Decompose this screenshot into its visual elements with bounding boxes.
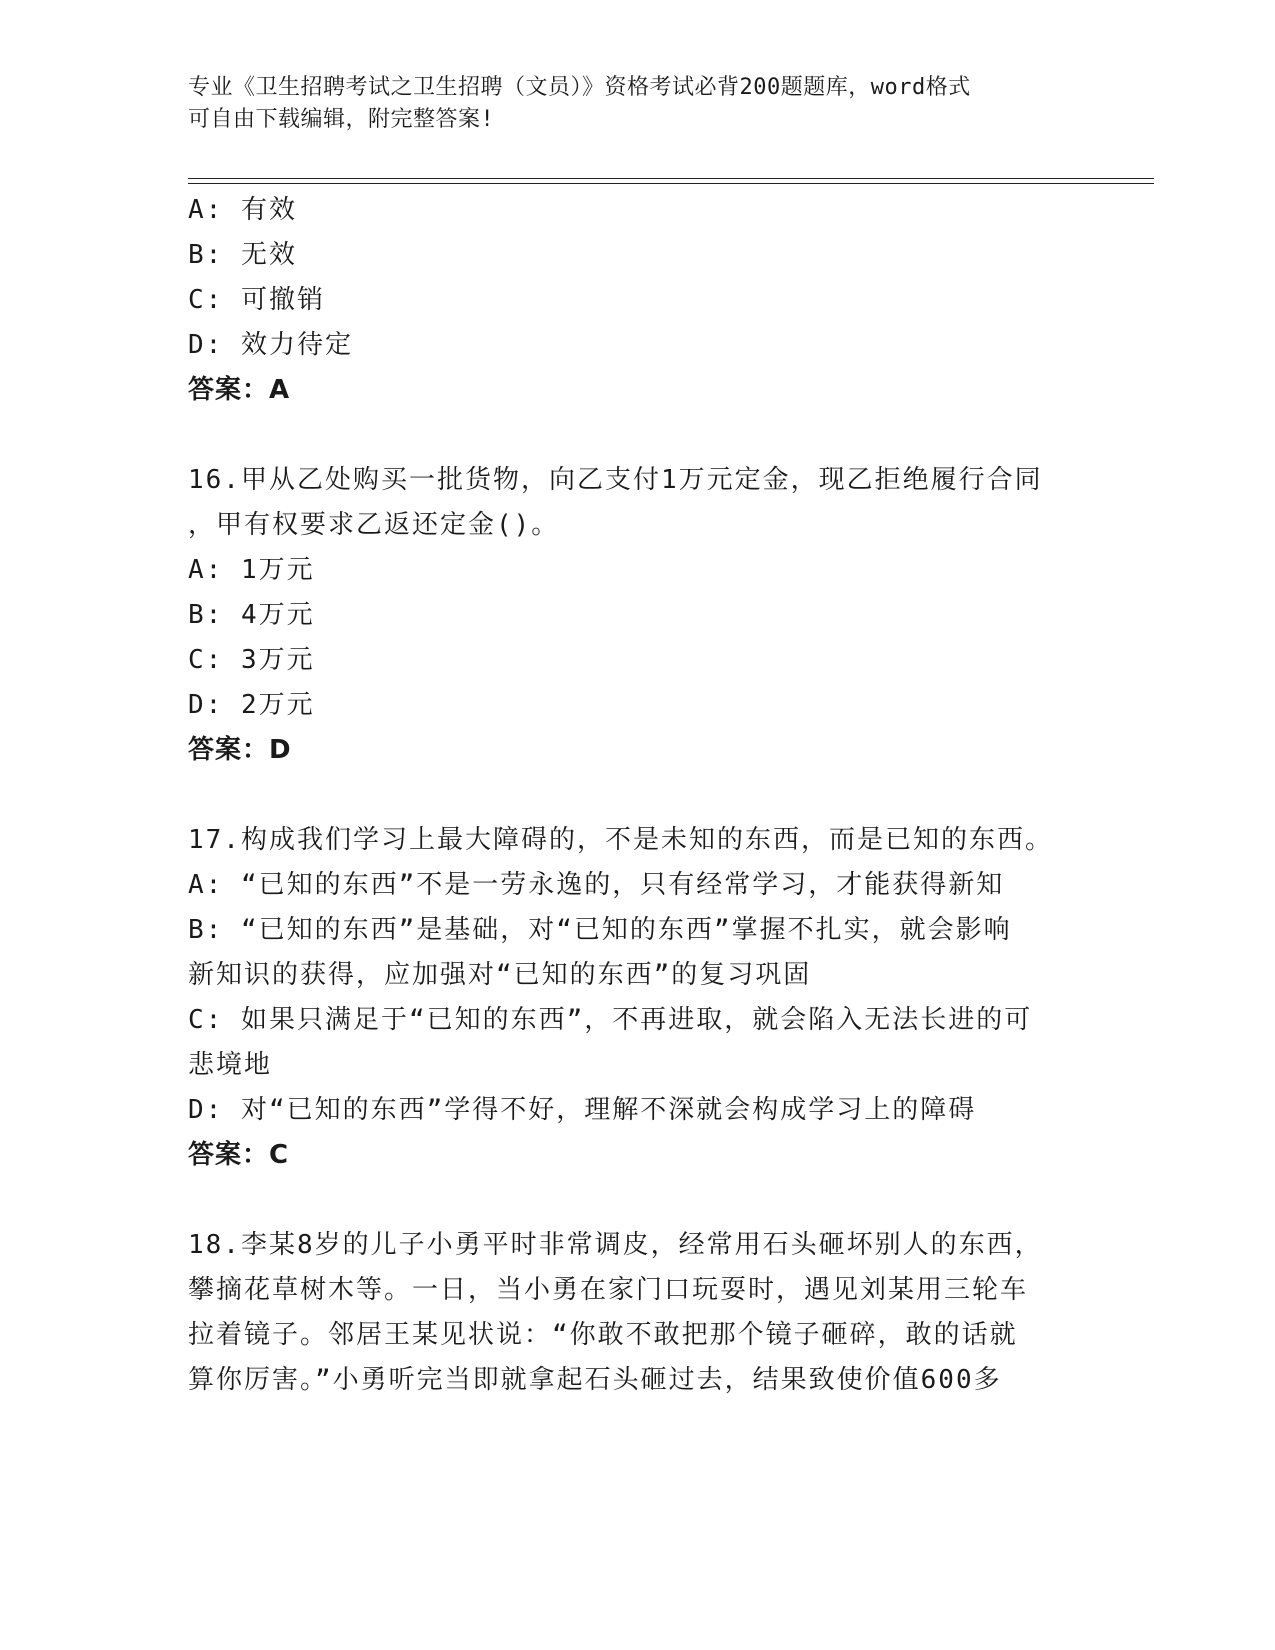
spacer [188, 1178, 1078, 1223]
option-c: C: 3万元 [188, 645, 315, 675]
question-16 [188, 458, 1078, 773]
option-a: A: 1万元 [188, 555, 315, 585]
answer-label: 答案：D [188, 735, 292, 765]
option-d: D: 效力待定 [188, 330, 353, 360]
question-15-continued [188, 188, 1078, 413]
question-18 [188, 1223, 1078, 1403]
answer-label: 答案：C [188, 1140, 290, 1170]
answer-label: 答案：A [188, 375, 291, 405]
question-stem: 17.构成我们学习上最大障碍的，不是未知的东西，而是已知的东西。 [188, 825, 1053, 855]
option-c-continued: 悲境地 [188, 1050, 273, 1080]
document-header [188, 72, 1068, 136]
option-c: C: 可撤销 [188, 285, 325, 315]
option-b-continued: 新知识的获得，应加强对“已知的东西”的复习巩固 [188, 960, 812, 990]
document-body [188, 188, 1078, 1403]
question-stem: 18.李某8岁的儿子小勇平时非常调皮，经常用石头砸坏别人的东西， [188, 1230, 1043, 1260]
option-b: B: 4万元 [188, 600, 315, 630]
option-b: B: 无效 [188, 240, 297, 270]
option-a: A: “已知的东西”不是一劳永逸的，只有经常学习，才能获得新知 [188, 870, 1005, 900]
option-a: A: 有效 [188, 195, 297, 225]
spacer [188, 413, 1078, 458]
question-stem: 16.甲从乙处购买一批货物，向乙支付1万元定金，现乙拒绝履行合同 [188, 465, 1043, 495]
header-divider-bottom [188, 183, 1154, 184]
header-divider-top [188, 178, 1154, 179]
question-stem-continued: 攀摘花草树木等。一日，当小勇在家门口玩耍时，遇见刘某用三轮车 [188, 1275, 1029, 1305]
question-stem-continued: ，甲有权要求乙返还定金()。 [188, 510, 560, 540]
option-c: C: 如果只满足于“已知的东西”，不再进取，就会陷入无法长进的可 [188, 1005, 1033, 1035]
spacer [188, 773, 1078, 818]
question-17 [188, 818, 1078, 1178]
question-stem-continued: 拉着镜子。邻居王某见状说：“你敢不敢把那个镜子砸碎，敢的话就 [188, 1320, 1018, 1350]
option-b: B: “已知的东西”是基础，对“已知的东西”掌握不扎实，就会影响 [188, 915, 1012, 945]
header-line-1: 专业《卫生招聘考试之卫生招聘（文员）》资格考试必背200题题库，word格式 [188, 75, 971, 100]
question-stem-continued: 算你厉害。”小勇听完当即就拿起石头砸过去，结果致使价值600多 [188, 1365, 1002, 1395]
header-line-2: 可自由下载编辑，附完整答案! [188, 107, 495, 132]
option-d: D: 2万元 [188, 690, 315, 720]
option-d: D: 对“已知的东西”学得不好，理解不深就会构成学习上的障碍 [188, 1095, 977, 1125]
